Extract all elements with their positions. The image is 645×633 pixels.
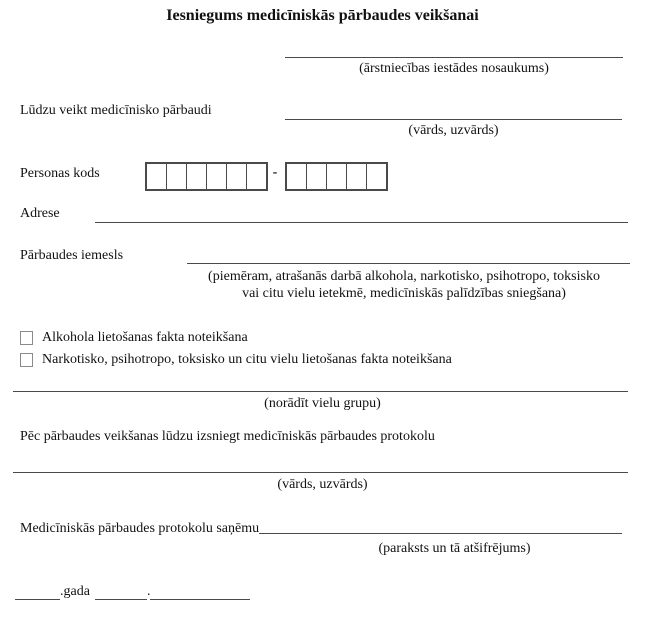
patient-name-caption: (vārds, uzvārds) xyxy=(408,123,499,138)
date-day-field[interactable] xyxy=(95,584,147,600)
protocol-receipt-label: Medicīniskās pārbaudes protokolu saņēmu xyxy=(20,521,260,536)
form-title: Iesniegums medicīniskās pārbaudes veikšanai xyxy=(166,7,479,24)
personal-code-cell[interactable] xyxy=(226,164,246,189)
alcohol-checkbox-label: Alkohola lietošanas fakta noteikšana xyxy=(42,330,248,345)
substances-checkbox[interactable] xyxy=(20,353,33,367)
personal-code-cell[interactable] xyxy=(306,164,326,189)
personal-code-label: Personas kods xyxy=(20,166,100,181)
date-month-field[interactable] xyxy=(150,584,250,600)
substance-group-field[interactable] xyxy=(13,391,628,392)
personal-code-cell[interactable] xyxy=(186,164,206,189)
examination-reason-field[interactable] xyxy=(187,263,630,264)
patient-name-field[interactable] xyxy=(285,119,622,120)
date-row xyxy=(15,584,250,600)
date-gada-label: .gada xyxy=(60,584,90,599)
personal-code-cell[interactable] xyxy=(206,164,226,189)
alcohol-check-row xyxy=(20,330,248,346)
personal-code-group1[interactable] xyxy=(145,162,268,191)
personal-code-cell[interactable] xyxy=(147,164,166,189)
personal-code-cell[interactable] xyxy=(166,164,186,189)
protocol-recipient-caption: (vārds, uzvārds) xyxy=(277,477,368,492)
protocol-receipt-row xyxy=(20,521,622,537)
personal-code-cell[interactable] xyxy=(346,164,366,189)
address-label: Adrese xyxy=(20,206,60,221)
personal-code-cell[interactable] xyxy=(326,164,346,189)
reason-caption-line1: (piemēram, atrašanās darbā alkohola, narkotisko, psihotropo, toksisko xyxy=(208,269,600,284)
substances-checkbox-label: Narkotisko, psihotropo, toksisko un citu vielu lietošanas fakta noteikšana xyxy=(42,352,452,367)
protocol-recipient-name-field[interactable] xyxy=(13,472,628,473)
protocol-request-text: Pēc pārbaudes veikšanas lūdzu izsniegt medicīniskās pārbaudes protokolu xyxy=(20,429,435,444)
date-year-field[interactable] xyxy=(15,584,60,600)
substances-check-row xyxy=(20,352,452,368)
signature-caption: (paraksts un tā atšifrējums) xyxy=(378,541,531,556)
address-field[interactable] xyxy=(95,222,628,223)
reason-caption xyxy=(168,268,640,302)
personal-code-cell[interactable] xyxy=(287,164,306,189)
personal-code-group2[interactable] xyxy=(285,162,388,191)
institution-name-field[interactable] xyxy=(285,57,623,58)
personal-code-separator: - xyxy=(272,165,278,180)
reason-label: Pārbaudes iemesls xyxy=(20,248,124,263)
alcohol-checkbox[interactable] xyxy=(20,331,33,345)
reason-caption-line2: vai citu vielu ietekmē, medicīniskās palīdzības sniegšana) xyxy=(242,286,566,301)
date-dot: . xyxy=(146,584,151,599)
institution-caption: (ārstniecības iestādes nosaukums) xyxy=(359,61,549,76)
substance-group-caption: (norādīt vielu grupu) xyxy=(264,396,381,411)
personal-code-cell[interactable] xyxy=(366,164,386,189)
signature-field[interactable] xyxy=(259,521,622,534)
personal-code-cell[interactable] xyxy=(246,164,266,189)
request-label: Lūdzu veikt medicīnisko pārbaudi xyxy=(20,103,212,118)
